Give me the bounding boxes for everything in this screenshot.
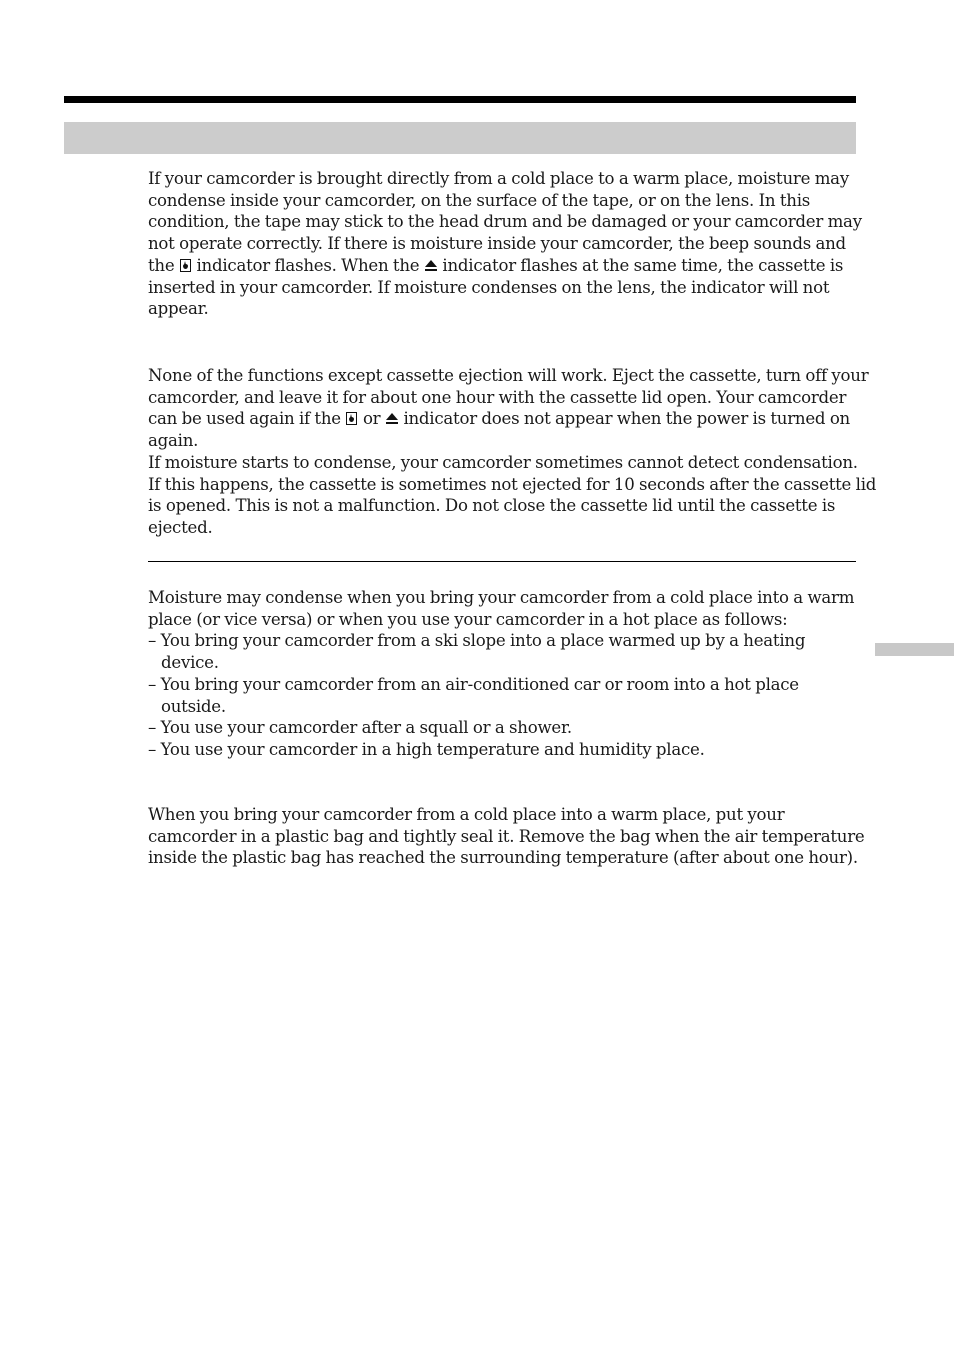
- section-divider: [148, 561, 856, 562]
- paragraph-how-to-prevent: [148, 804, 865, 869]
- text-line-with-icons: [148, 255, 860, 277]
- text-line: When you bring your camcorder from a cold place into a warm place, put your: [148, 805, 785, 824]
- paragraph-if-moisture-condenses: [148, 365, 877, 539]
- text-fragment: indicator flashes at the same time, the cassette is: [442, 255, 844, 275]
- text-fragment: or: [362, 409, 381, 429]
- text-line: If moisture starts to condense, your camcorder sometimes cannot detect condensation.: [148, 452, 858, 472]
- list-item-continuation: device.: [161, 653, 219, 673]
- text-line: condense inside your camcorder, on the surface of the tape, or on the lens. In this: [148, 190, 811, 210]
- text-line: not operate correctly. If there is moisture inside your camcorder, the beep sounds and: [148, 234, 846, 254]
- text-fragment: indicator flashes. When the: [196, 255, 420, 275]
- list-item-continuation: outside.: [161, 696, 226, 716]
- eject-icon: [386, 413, 398, 425]
- side-thumb-tab: [875, 643, 954, 656]
- list-item: – You bring your camcorder from an air-conditioned car or room into a hot place: [148, 674, 799, 694]
- text-line: condition, the tape may stick to the head drum and be damaged or your camcorder may: [148, 212, 862, 232]
- list-item: – You bring your camcorder from a ski slope into a place warmed up by a heating: [148, 631, 806, 651]
- text-line: None of the functions except cassette ejection will work. Eject the cassette, turn off your: [148, 366, 869, 385]
- moisture-condensation-icon: [346, 412, 357, 425]
- text-line: camcorder, and leave it for about one hour with the cassette lid open. Your camcorder: [148, 387, 847, 407]
- text-line-with-icons: [148, 408, 860, 430]
- text-line: Moisture may condense when you bring your camcorder from a cold place into a warm: [148, 588, 855, 607]
- text-line: inside the plastic bag has reached the surrounding temperature (after about one hour).: [148, 848, 858, 868]
- text-line: again.: [148, 431, 199, 451]
- text-line: place (or vice versa) or when you use your camcorder in a hot place as follows:: [148, 609, 788, 629]
- text-line: is opened. This is not a malfunction. Do not close the cassette lid until the cassette is: [148, 496, 836, 516]
- list-item: – You use your camcorder in a high temperature and humidity place.: [148, 739, 705, 759]
- list-item: – You use your camcorder after a squall or a shower.: [148, 718, 572, 738]
- text-line: If your camcorder is brought directly from a cold place to a warm place, moisture may: [148, 169, 849, 188]
- paragraph-when-moisture-condenses: [148, 587, 860, 761]
- text-line: inserted in your camcorder. If moisture condenses on the lens, the indicator will not: [148, 277, 830, 297]
- text-line: appear.: [148, 299, 209, 319]
- text-line: camcorder in a plastic bag and tightly seal it. Remove the bag when the air temperature: [148, 826, 865, 846]
- eject-icon: [425, 260, 437, 272]
- text-fragment: indicator does not appear when the power is turned on: [403, 409, 850, 429]
- text-fragment: can be used again if the: [148, 409, 341, 429]
- top-rule: [64, 96, 856, 103]
- paragraph-moisture-warning: [148, 168, 860, 320]
- text-line: ejected.: [148, 517, 213, 537]
- moisture-condensation-icon: [180, 259, 191, 272]
- text-fragment: the: [148, 255, 175, 275]
- section-header-band: [64, 122, 856, 154]
- text-line: If this happens, the cassette is sometimes not ejected for 10 seconds after the cassette lid: [148, 474, 877, 494]
